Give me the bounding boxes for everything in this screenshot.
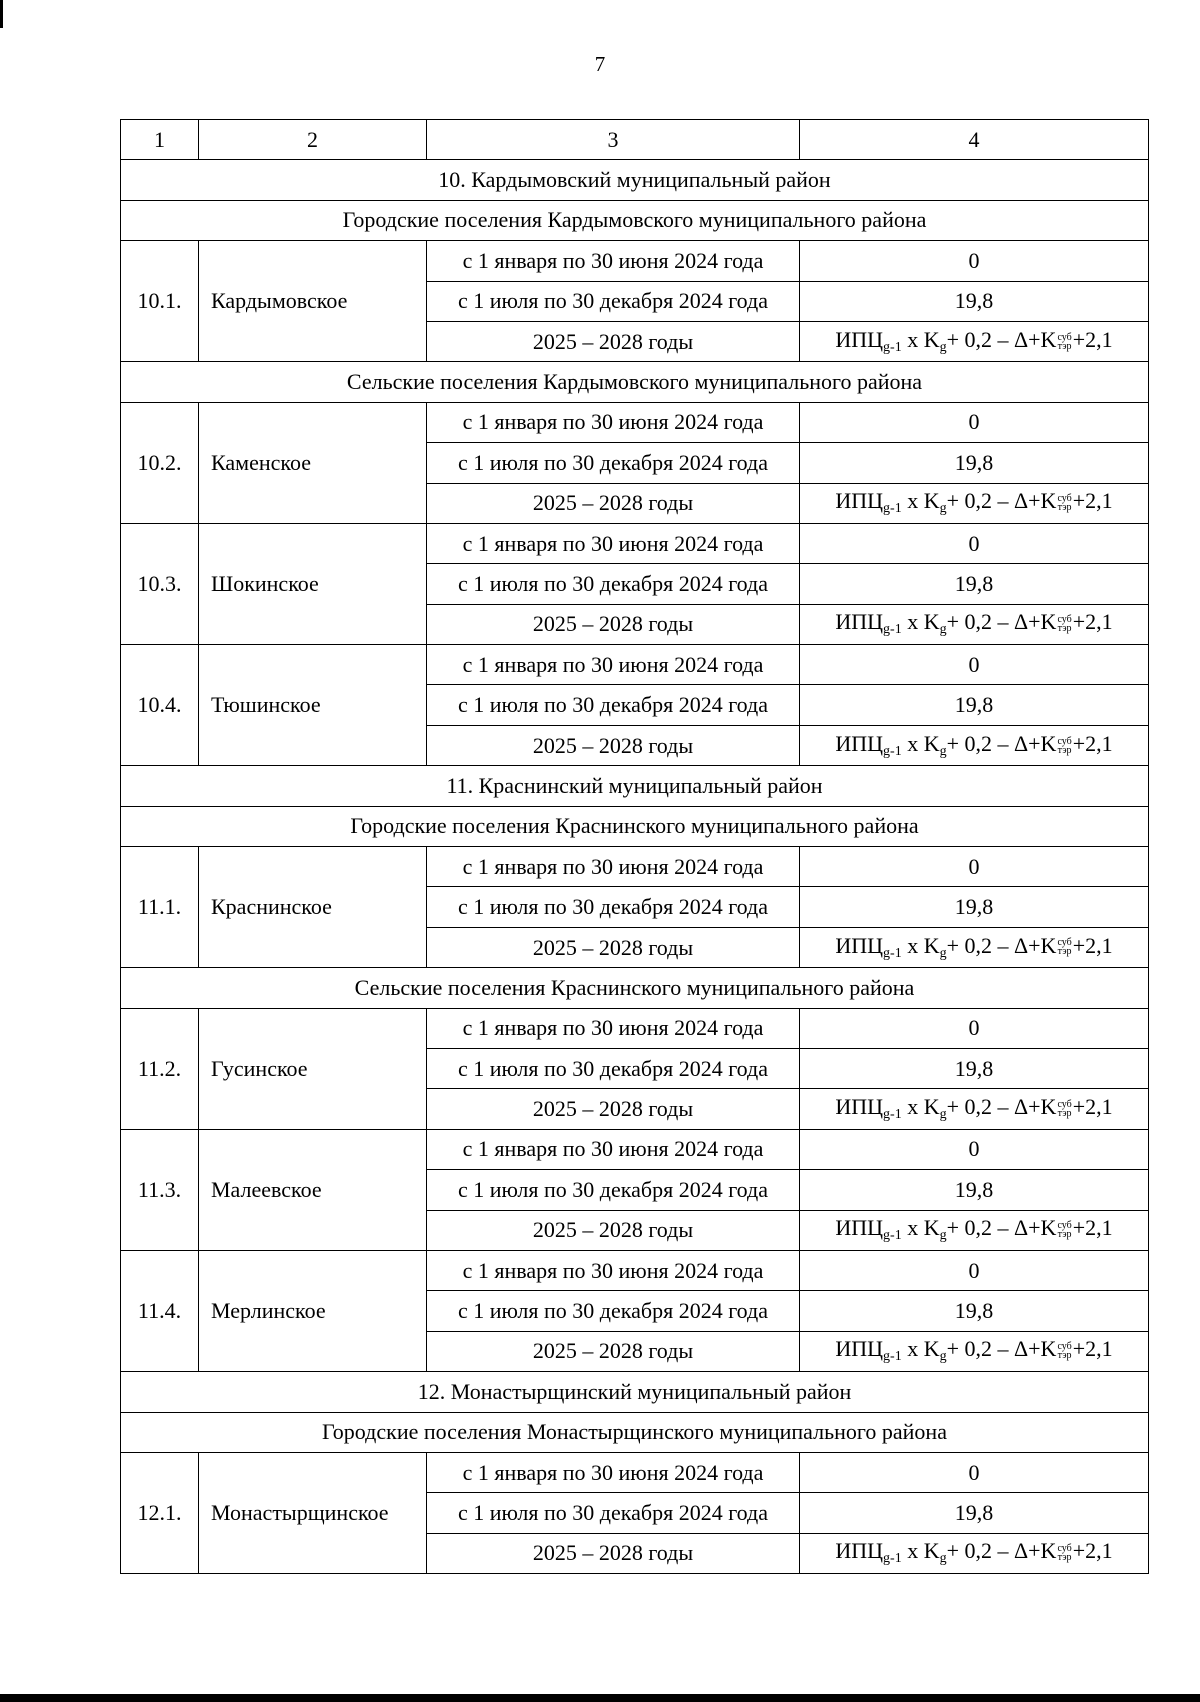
settlement-number: 12.1. xyxy=(121,1452,199,1573)
formula-end: +2,1 xyxy=(1072,932,1113,958)
value-cell xyxy=(800,725,1149,765)
value-cell: 0 xyxy=(800,1008,1149,1048)
formula-k-index xyxy=(1057,1100,1071,1118)
header-col-3: 3 xyxy=(427,120,800,160)
period-cell: с 1 июля по 30 декабря 2024 года xyxy=(427,564,800,604)
formula-mid: x K xyxy=(901,488,940,514)
value-cell xyxy=(800,483,1149,523)
period-cell: с 1 января по 30 июня 2024 года xyxy=(427,1008,800,1048)
table-row xyxy=(121,1008,1149,1048)
page-number: 7 xyxy=(594,52,606,76)
formula-k-index xyxy=(1057,938,1071,956)
period-cell: с 1 января по 30 июня 2024 года xyxy=(427,241,800,281)
section-title: 11. Краснинский муниципальный район xyxy=(121,766,1149,806)
settlement-name: Тюшинское xyxy=(199,645,427,766)
formula-subscript: тэр xyxy=(1057,502,1072,514)
formula-superscript: суб xyxy=(1057,1543,1072,1555)
formula-tail: + 0,2 – Δ+K xyxy=(946,609,1057,635)
settlement-number: 11.1. xyxy=(121,847,199,968)
group-row xyxy=(121,806,1149,846)
formula-subscript-k: g xyxy=(939,501,947,517)
section-row xyxy=(121,766,1149,806)
table-row xyxy=(121,402,1149,442)
table-row xyxy=(121,847,1149,887)
formula-superscript: суб xyxy=(1057,1099,1072,1111)
period-cell: с 1 июля по 30 декабря 2024 года xyxy=(427,1170,800,1210)
settlement-number: 10.1. xyxy=(121,241,199,362)
value-cell: 0 xyxy=(800,523,1149,563)
period-cell: с 1 июля по 30 декабря 2024 года xyxy=(427,887,800,927)
table-row xyxy=(121,241,1149,281)
formula-mid: x K xyxy=(901,326,940,352)
formula-mid: x K xyxy=(901,1336,940,1362)
period-cell: 2025 – 2028 годы xyxy=(427,1533,800,1573)
section-title: 12. Монастырщинский муниципальный район xyxy=(121,1372,1149,1412)
formula-subscript-g: g-1 xyxy=(883,1349,902,1365)
header-col-2: 2 xyxy=(199,120,427,160)
formula-subscript-k: g xyxy=(939,622,947,638)
formula-k-index xyxy=(1057,333,1071,351)
period-cell: с 1 июля по 30 декабря 2024 года xyxy=(427,443,800,483)
scan-artifact-corner xyxy=(0,0,3,28)
settlement-number: 11.4. xyxy=(121,1250,199,1371)
formula-tail: + 0,2 – Δ+K xyxy=(946,1215,1057,1241)
value-cell: 19,8 xyxy=(800,564,1149,604)
period-cell: с 1 января по 30 июня 2024 года xyxy=(427,645,800,685)
formula-subscript-g: g-1 xyxy=(883,622,902,638)
table-body xyxy=(121,120,1149,1574)
value-cell: 19,8 xyxy=(800,1493,1149,1533)
settlement-number: 11.3. xyxy=(121,1129,199,1250)
formula-end: +2,1 xyxy=(1072,730,1113,756)
formula-subscript: тэр xyxy=(1057,1108,1072,1120)
formula-main: ИПЦ xyxy=(835,932,884,958)
formula-mid: x K xyxy=(901,730,940,756)
period-cell: 2025 – 2028 годы xyxy=(427,1089,800,1129)
table-row xyxy=(121,1129,1149,1169)
value-cell xyxy=(800,1089,1149,1129)
formula-end: +2,1 xyxy=(1072,488,1113,514)
formula-end: +2,1 xyxy=(1072,1215,1113,1241)
formula-mid: x K xyxy=(901,932,940,958)
period-cell: 2025 – 2028 годы xyxy=(427,1331,800,1371)
formula-tail: + 0,2 – Δ+K xyxy=(946,326,1057,352)
formula-end: +2,1 xyxy=(1072,1336,1113,1362)
group-title: Городские поселения Кардымовского муниципального района xyxy=(121,200,1149,240)
tariff-table xyxy=(120,119,1149,1574)
formula-subscript-g: g-1 xyxy=(883,501,902,517)
group-title: Городские поселения Монастырщинского муниципального района xyxy=(121,1412,1149,1452)
value-cell: 19,8 xyxy=(800,443,1149,483)
formula-main: ИПЦ xyxy=(835,1538,884,1564)
group-title: Сельские поселения Краснинского муниципального района xyxy=(121,968,1149,1008)
period-cell: с 1 июля по 30 декабря 2024 года xyxy=(427,1291,800,1331)
formula-k-index xyxy=(1057,737,1071,755)
formula-subscript: тэр xyxy=(1057,946,1072,958)
value-cell xyxy=(800,604,1149,644)
formula-subscript-g: g-1 xyxy=(883,1228,902,1244)
formula-k-index xyxy=(1057,1544,1071,1562)
formula-main: ИПЦ xyxy=(835,326,884,352)
settlement-number: 10.2. xyxy=(121,402,199,523)
period-cell: 2025 – 2028 годы xyxy=(427,321,800,361)
period-cell: с 1 июля по 30 декабря 2024 года xyxy=(427,281,800,321)
period-cell: с 1 января по 30 июня 2024 года xyxy=(427,523,800,563)
formula-k-index xyxy=(1057,1221,1071,1239)
value-cell: 19,8 xyxy=(800,1170,1149,1210)
formula-subscript: тэр xyxy=(1057,340,1072,352)
formula-superscript: суб xyxy=(1057,1220,1072,1232)
formula-superscript: суб xyxy=(1057,735,1072,747)
group-title: Сельские поселения Кардымовского муниципального района xyxy=(121,362,1149,402)
value-cell: 0 xyxy=(800,847,1149,887)
formula-subscript-g: g-1 xyxy=(883,945,902,961)
period-cell: с 1 января по 30 июня 2024 года xyxy=(427,402,800,442)
formula-subscript: тэр xyxy=(1057,744,1072,756)
formula-tail: + 0,2 – Δ+K xyxy=(946,1538,1057,1564)
formula-main: ИПЦ xyxy=(835,1215,884,1241)
scan-artifact-edge xyxy=(0,1694,1200,1702)
formula-subscript-g: g-1 xyxy=(883,743,902,759)
period-cell: с 1 июля по 30 декабря 2024 года xyxy=(427,1048,800,1088)
value-cell xyxy=(800,1331,1149,1371)
formula-subscript: тэр xyxy=(1057,1229,1072,1241)
group-title: Городские поселения Краснинского муниципального района xyxy=(121,806,1149,846)
formula-subscript-k: g xyxy=(939,1349,947,1365)
formula-tail: + 0,2 – Δ+K xyxy=(946,1094,1057,1120)
settlement-number: 10.3. xyxy=(121,523,199,644)
formula-end: +2,1 xyxy=(1072,1094,1113,1120)
section-title: 10. Кардымовский муниципальный район xyxy=(121,160,1149,200)
value-cell: 0 xyxy=(800,1452,1149,1492)
section-row xyxy=(121,160,1149,200)
period-cell: 2025 – 2028 годы xyxy=(427,1210,800,1250)
formula-subscript-k: g xyxy=(939,1107,947,1123)
formula-main: ИПЦ xyxy=(835,1094,884,1120)
formula-subscript-g: g-1 xyxy=(883,339,902,355)
formula-main: ИПЦ xyxy=(835,488,884,514)
settlement-name: Мерлинское xyxy=(199,1250,427,1371)
value-cell: 0 xyxy=(800,645,1149,685)
formula-tail: + 0,2 – Δ+K xyxy=(946,730,1057,756)
value-cell: 0 xyxy=(800,241,1149,281)
value-cell xyxy=(800,321,1149,361)
value-cell: 19,8 xyxy=(800,887,1149,927)
header-col-1: 1 xyxy=(121,120,199,160)
value-cell xyxy=(800,927,1149,967)
period-cell: с 1 июля по 30 декабря 2024 года xyxy=(427,1493,800,1533)
period-cell: с 1 января по 30 июня 2024 года xyxy=(427,1129,800,1169)
settlement-number: 10.4. xyxy=(121,645,199,766)
group-row xyxy=(121,362,1149,402)
table-row xyxy=(121,523,1149,563)
formula-tail: + 0,2 – Δ+K xyxy=(946,488,1057,514)
formula-subscript-k: g xyxy=(939,1228,947,1244)
period-cell: с 1 января по 30 июня 2024 года xyxy=(427,1452,800,1492)
formula-superscript: суб xyxy=(1057,493,1072,505)
formula-superscript: суб xyxy=(1057,331,1072,343)
formula-subscript: тэр xyxy=(1057,1552,1072,1564)
table-row xyxy=(121,1250,1149,1290)
formula-main: ИПЦ xyxy=(835,1336,884,1362)
settlement-name: Малеевское xyxy=(199,1129,427,1250)
value-cell: 0 xyxy=(800,402,1149,442)
value-cell xyxy=(800,1210,1149,1250)
settlement-name: Шокинское xyxy=(199,523,427,644)
value-cell: 0 xyxy=(800,1250,1149,1290)
group-row xyxy=(121,1412,1149,1452)
settlement-name: Гусинское xyxy=(199,1008,427,1129)
formula-end: +2,1 xyxy=(1072,1538,1113,1564)
formula-subscript: тэр xyxy=(1057,623,1072,635)
period-cell: 2025 – 2028 годы xyxy=(427,725,800,765)
formula-main: ИПЦ xyxy=(835,730,884,756)
period-cell: с 1 января по 30 июня 2024 года xyxy=(427,847,800,887)
value-cell: 19,8 xyxy=(800,1048,1149,1088)
formula-subscript-k: g xyxy=(939,1551,947,1567)
formula-end: +2,1 xyxy=(1072,326,1113,352)
period-cell: 2025 – 2028 годы xyxy=(427,483,800,523)
formula-end: +2,1 xyxy=(1072,609,1113,635)
table-row xyxy=(121,645,1149,685)
formula-k-index xyxy=(1057,494,1071,512)
header-row xyxy=(121,120,1149,160)
value-cell: 19,8 xyxy=(800,685,1149,725)
formula-subscript-k: g xyxy=(939,945,947,961)
value-cell: 19,8 xyxy=(800,1291,1149,1331)
formula-subscript-g: g-1 xyxy=(883,1551,902,1567)
period-cell: с 1 января по 30 июня 2024 года xyxy=(427,1250,800,1290)
period-cell: 2025 – 2028 годы xyxy=(427,927,800,967)
header-col-4: 4 xyxy=(800,120,1149,160)
value-cell xyxy=(800,1533,1149,1573)
formula-subscript: тэр xyxy=(1057,1350,1072,1362)
value-cell: 0 xyxy=(800,1129,1149,1169)
section-row xyxy=(121,1372,1149,1412)
formula-mid: x K xyxy=(901,1094,940,1120)
formula-subscript-k: g xyxy=(939,339,947,355)
formula-mid: x K xyxy=(901,1538,940,1564)
settlement-name: Монастырщинское xyxy=(199,1452,427,1573)
period-cell: с 1 июля по 30 декабря 2024 года xyxy=(427,685,800,725)
formula-tail: + 0,2 – Δ+K xyxy=(946,932,1057,958)
formula-k-index xyxy=(1057,1342,1071,1360)
formula-subscript-k: g xyxy=(939,743,947,759)
settlement-name: Краснинское xyxy=(199,847,427,968)
settlement-name: Каменское xyxy=(199,402,427,523)
formula-superscript: суб xyxy=(1057,937,1072,949)
formula-superscript: суб xyxy=(1057,614,1072,626)
group-row xyxy=(121,200,1149,240)
formula-subscript-g: g-1 xyxy=(883,1107,902,1123)
formula-k-index xyxy=(1057,615,1071,633)
settlement-number: 11.2. xyxy=(121,1008,199,1129)
formula-main: ИПЦ xyxy=(835,609,884,635)
formula-tail: + 0,2 – Δ+K xyxy=(946,1336,1057,1362)
group-row xyxy=(121,968,1149,1008)
formula-superscript: суб xyxy=(1057,1341,1072,1353)
formula-mid: x K xyxy=(901,609,940,635)
period-cell: 2025 – 2028 годы xyxy=(427,604,800,644)
value-cell: 19,8 xyxy=(800,281,1149,321)
settlement-name: Кардымовское xyxy=(199,241,427,362)
table-row xyxy=(121,1452,1149,1492)
formula-mid: x K xyxy=(901,1215,940,1241)
